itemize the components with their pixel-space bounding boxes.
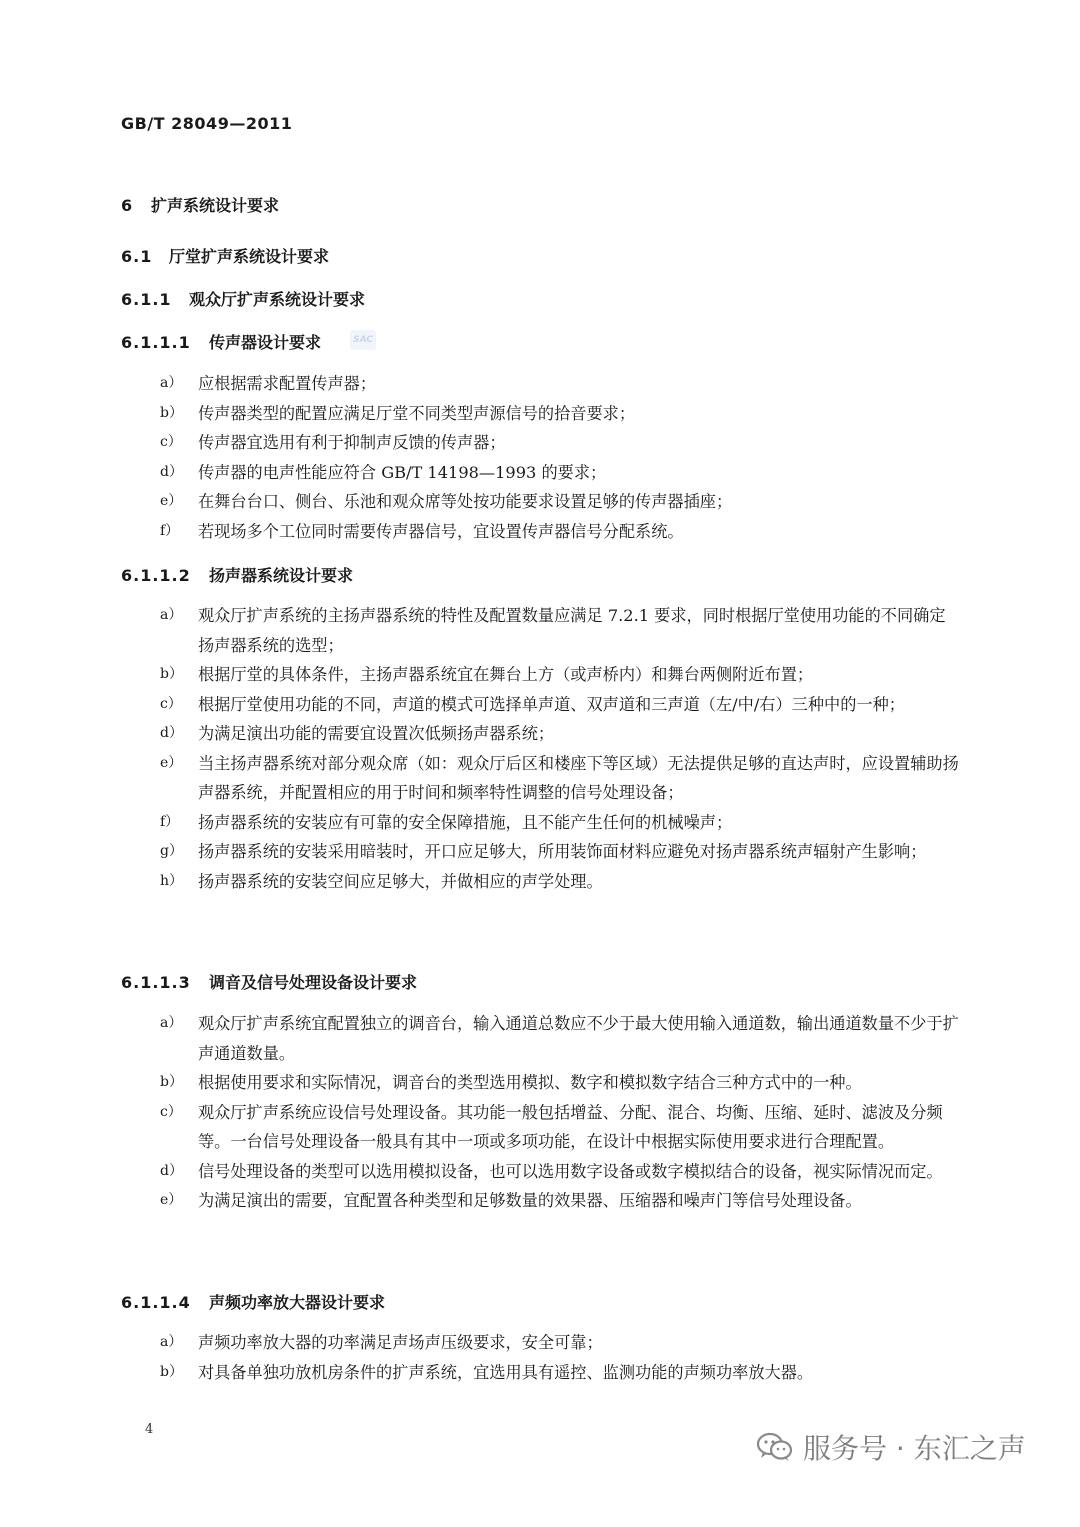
item-mark: c） <box>160 434 182 450</box>
item-mark: a） <box>160 607 183 623</box>
item-text: 观众厅扩声系统应设信号处理设备。其功能一般包括增益、分配、混合、均衡、压缩、延时、滤波及分频等。一台信号处理设备一般具有其中一项或多项功能，在设计中根据实际使用要求进行合理配置。 <box>198 1102 943 1151</box>
item-mark: a） <box>160 375 183 391</box>
list-item <box>160 660 960 690</box>
standard-code: GB/T 28049—2011 <box>121 114 293 133</box>
item-mark: c） <box>160 1103 182 1120</box>
item-mark: b） <box>160 1363 183 1380</box>
item-mark: e） <box>160 493 183 509</box>
list-item <box>160 428 960 458</box>
section-number: 6 <box>121 196 134 215</box>
item-text: 在舞台台口、侧台、乐池和观众席等处按功能要求设置足够的传声器插座； <box>198 492 733 511</box>
section-title: 厅堂扩声系统设计要求 <box>169 247 330 266</box>
list-item <box>160 1358 960 1388</box>
wechat-icon <box>757 1432 793 1462</box>
item-text: 传声器的电声性能应符合 GB/T 14198—1993 的要求； <box>198 462 607 482</box>
item-text: 信号处理设备的类型可以选用模拟设备，也可以选用数字设备或数字模拟结合的设备，视实际情况而定。 <box>198 1161 943 1181</box>
item-text: 传声器宜选用有利于抑制声反馈的传声器； <box>198 433 506 452</box>
item-mark: g） <box>160 843 183 859</box>
item-text: 扬声器系统的安装空间应足够大，并做相应的声学处理。 <box>198 871 603 891</box>
wechat-watermark <box>757 1427 1026 1467</box>
item-mark: b） <box>160 666 183 682</box>
list-item <box>160 517 960 547</box>
item-mark: e） <box>160 1192 183 1208</box>
list-item <box>160 369 960 399</box>
list-item <box>160 487 960 517</box>
list-6-1-1-3 <box>160 1009 960 1216</box>
section-number: 6.1.1.4 <box>121 1293 191 1312</box>
item-mark: a） <box>160 1334 183 1350</box>
list-item <box>160 1068 960 1098</box>
item-text: 为满足演出的需要，宜配置各种类型和足够数量的效果器、压缩器和噪声门等信号处理设备。 <box>198 1191 862 1210</box>
list-item <box>160 399 960 429</box>
section-number: 6.1.1.1 <box>121 333 191 352</box>
section-title: 调音及信号处理设备设计要求 <box>209 973 418 992</box>
item-text: 声频功率放大器的功率满足声场声压级要求，安全可靠； <box>198 1333 603 1352</box>
section-heading-6-1-1-2 <box>121 563 353 587</box>
list-item <box>160 719 960 749</box>
item-text: 应根据需求配置传声器； <box>198 374 377 393</box>
item-text: 当主扬声器系统对部分观众席（如：观众厅后区和楼座下等区域）无法提供足够的直达声时，应设置辅助扬声器系统，并配置相应的用于时间和频率特性调整的信号处理设备； <box>198 753 959 802</box>
list-item <box>160 601 960 660</box>
section-heading-6-1-1 <box>121 287 365 311</box>
section-heading-6-1-1-3 <box>121 970 417 994</box>
list-item <box>160 1098 960 1157</box>
section-number: 6.1.1.2 <box>121 566 191 585</box>
list-item <box>160 749 960 808</box>
item-mark: b） <box>160 1074 183 1090</box>
item-mark: a） <box>160 1015 183 1031</box>
item-mark: d） <box>160 1162 183 1179</box>
list-6-1-1-1 <box>160 369 960 546</box>
item-mark: f） <box>160 813 180 830</box>
item-mark: h） <box>160 872 184 889</box>
item-text: 根据厅堂使用功能的不同，声道的模式可选择单声道、双声道和三声道（左/中/右）三种中的一种； <box>198 694 905 714</box>
list-item <box>160 1328 960 1358</box>
item-text: 为满足演出功能的需要宜设置次低频扬声器系统； <box>198 724 555 743</box>
watermark-text: 服务号 · 东汇之声 <box>803 1432 1026 1465</box>
section-title: 观众厅扩声系统设计要求 <box>189 290 366 309</box>
item-text: 扬声器系统的安装采用暗装时，开口应足够大，所用装饰面材料应避免对扬声器系统声辐射产生影响； <box>198 842 927 861</box>
item-text: 对具备单独功放机房条件的扩声系统，宜选用具有遥控、监测功能的声频功率放大器。 <box>198 1362 814 1382</box>
list-6-1-1-4 <box>160 1328 960 1387</box>
item-text: 根据使用要求和实际情况，调音台的类型选用模拟、数字和模拟数字结合三种方式中的一种。 <box>198 1073 862 1092</box>
section-number: 6.1.1 <box>121 290 172 309</box>
list-item <box>160 1157 960 1187</box>
section-heading-6 <box>121 193 279 217</box>
list-item <box>160 867 960 897</box>
item-mark: c） <box>160 695 182 712</box>
item-mark: d） <box>160 725 183 741</box>
item-text: 传声器类型的配置应满足厅堂不同类型声源信号的拾音要求； <box>198 403 636 423</box>
section-title: 声频功率放大器设计要求 <box>209 1293 386 1312</box>
item-text: 若现场多个工位同时需要传声器信号，宜设置传声器信号分配系统。 <box>198 521 684 541</box>
item-mark: e） <box>160 754 183 771</box>
list-item <box>160 458 960 488</box>
section-heading-6-1-1-1 <box>121 330 321 354</box>
list-item <box>160 808 960 838</box>
list-6-1-1-2 <box>160 601 960 896</box>
list-item <box>160 690 960 720</box>
section-title: 传声器设计要求 <box>209 333 322 352</box>
item-text: 观众厅扩声系统宜配置独立的调音台，输入通道总数应不少于最大使用输入通道数，输出通道数量不少于扩声通道数量。 <box>198 1014 959 1063</box>
item-text: 根据厅堂的具体条件，主扬声器系统宜在舞台上方（或声桥内）和舞台两侧附近布置； <box>198 665 814 684</box>
page-number: 4 <box>145 1422 154 1437</box>
section-heading-6-1 <box>121 244 329 268</box>
section-heading-6-1-1-4 <box>121 1290 385 1314</box>
item-mark: b） <box>160 404 183 421</box>
list-item <box>160 837 960 867</box>
list-item <box>160 1186 960 1216</box>
section-title: 扩声系统设计要求 <box>151 196 280 215</box>
item-text: 观众厅扩声系统的主扬声器系统的特性及配置数量应满足 7.2.1 要求，同时根据厅堂使用功能的不同确定扬声器系统的选型； <box>198 606 946 655</box>
list-item <box>160 1009 960 1068</box>
section-number: 6.1.1.3 <box>121 973 191 992</box>
sac-stamp: SAC <box>350 330 376 350</box>
item-mark: f） <box>160 522 180 539</box>
item-text: 扬声器系统的安装应有可靠的安全保障措施，且不能产生任何的机械噪声； <box>198 812 733 832</box>
item-mark: d） <box>160 463 183 480</box>
section-number: 6.1 <box>121 247 153 266</box>
section-title: 扬声器系统设计要求 <box>209 566 354 585</box>
